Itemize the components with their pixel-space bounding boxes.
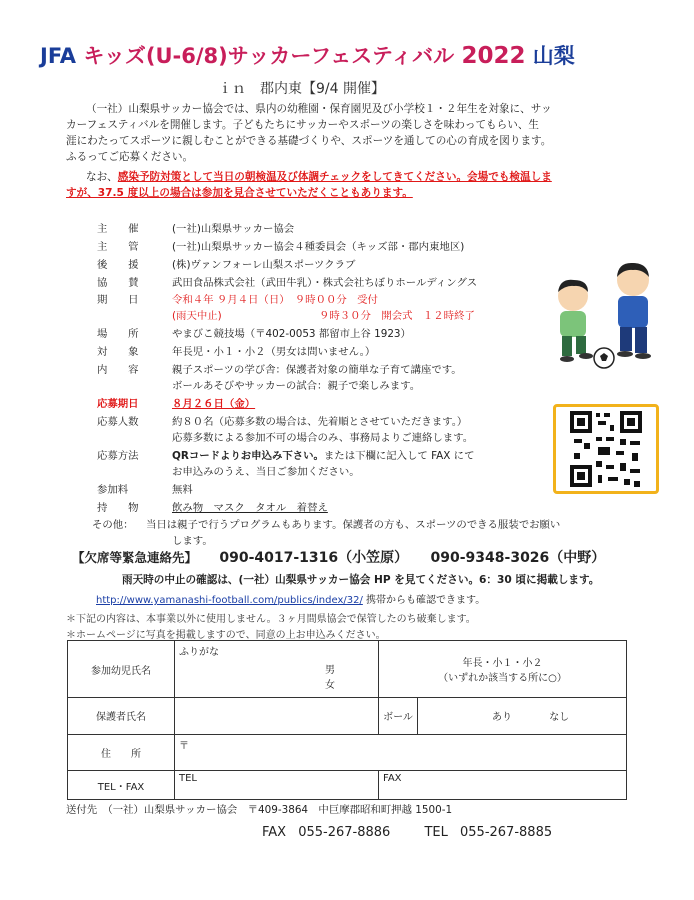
title-prefecture: 山梨 xyxy=(532,44,575,68)
content-value-2: ボールあそびやサッカーの試合：親子で楽しみます。 xyxy=(172,380,421,392)
count-label: 応募人数 xyxy=(97,416,139,428)
emergency-contact xyxy=(72,547,605,567)
boy-left-shirt xyxy=(560,311,586,337)
notice-red-2: すが、37.5 度以上の場合は参加を見合させていただくこともあります。 xyxy=(66,187,413,199)
support-value: (株)ヴァンフォーレ山梨スポーツクラブ xyxy=(172,259,356,271)
address-field[interactable] xyxy=(175,734,627,771)
place-value: やまびこ競技場（〒402-0053 都留市上谷 1923） xyxy=(172,328,411,340)
contact-phone-2: 090-9348-3026（中野） xyxy=(430,550,606,566)
furigana-label: ふりがな xyxy=(179,647,219,658)
date-label: 期 日 xyxy=(97,294,139,306)
ball-no-option[interactable]: なし xyxy=(549,712,570,724)
intro-line-4: ふるってご応募ください。 xyxy=(66,151,194,163)
fax-tel-line xyxy=(262,825,552,840)
rain-cancel: (雨天中止) xyxy=(172,310,222,322)
fax-line-label: FAX xyxy=(262,825,287,840)
count-value-1: 約８０名（応募多数の場合は、先着順とさせていただきます。） xyxy=(172,416,468,428)
bring-label: 持 物 xyxy=(97,502,139,514)
target-value: 年長児・小１・小２（男女は問いません。） xyxy=(172,346,376,358)
privacy-note: ＊下記の内容は、本事業以外に使用しません。３ヶ月間県協会で保管したのち破棄します。 xyxy=(66,614,476,625)
method-label: 応募方法 xyxy=(97,450,139,462)
title-main: キッズ(U-6/8)サッカーフェスティバル xyxy=(83,44,455,68)
application-form xyxy=(67,640,627,800)
photo-note: ＊ホームページに写真を掲載しますので、同意の上お申込みください。 xyxy=(66,630,386,641)
url-note: 携帯からも確認できます。 xyxy=(366,595,486,606)
place-label: 場 所 xyxy=(97,328,139,340)
notice-line-1 xyxy=(86,170,552,186)
guardian-name-field[interactable] xyxy=(175,698,379,735)
fax-field[interactable] xyxy=(379,771,627,800)
grade-note: （いずれか該当する所に○） xyxy=(438,673,567,685)
ball-yes-option[interactable]: あり xyxy=(492,712,512,724)
boy-right-shirt xyxy=(618,296,648,328)
target-label: 対 象 xyxy=(97,346,139,358)
guardian-name-label: 保護者氏名 xyxy=(68,698,175,735)
intro-line-1: （一社）山梨県サッカー協会では、県内の幼稚園・保育園児及び小学校１・２年生を対象に、サッ xyxy=(86,103,552,115)
tel-number: 055-267-8885 xyxy=(460,825,553,840)
content-label: 内 容 xyxy=(97,364,139,376)
notice-prefix: なお、 xyxy=(86,171,118,183)
method-fax: または下欄に記入して FAX にて xyxy=(323,450,475,462)
url-line xyxy=(96,591,485,606)
telfax-label: TEL・FAX xyxy=(68,771,175,800)
intro-line-2: カーフェスティバルを開催します。子どもたちにサッカーやスポーツの楽しさを味わってもらい、生 xyxy=(66,119,540,131)
other-label: その他： xyxy=(92,519,134,531)
fax-label: FAX xyxy=(383,773,402,785)
child-name-field[interactable] xyxy=(175,641,379,698)
title-jfa: JFA xyxy=(40,44,77,68)
fee-label: 参加料 xyxy=(97,484,129,496)
female-option[interactable]: 女 xyxy=(325,680,335,691)
fee-value: 無料 xyxy=(172,484,193,496)
other-value-2: します。 xyxy=(172,535,213,547)
manager-label: 主 管 xyxy=(97,241,139,253)
address-label: 住 所 xyxy=(68,734,175,771)
page-title xyxy=(40,40,680,70)
method-value-2: お申込みのうえ、当日ご参加ください。 xyxy=(172,466,360,478)
manager-value: (一社)山梨県サッカー協会４種委員会（キッズ部・郡内東地区) xyxy=(172,241,465,253)
tel-label: TEL xyxy=(179,773,197,785)
date-value-2: ９時３０分 開会式 １２時終了 xyxy=(319,310,475,322)
date-value-1: 令和４年 ９月４日（日） ９時００分 受付 xyxy=(172,294,378,306)
grade-options: 年長・小１・小２ xyxy=(462,658,543,670)
contact-phone-1: 090-4017-1316（小笠原） xyxy=(219,550,409,566)
rain-notice: 雨天時の中止の確認は、(一社）山梨県サッカー協会 HP を見てください。6：30 頃に掲載します。 xyxy=(122,574,600,586)
organizer-label: 主 催 xyxy=(97,223,139,235)
fax-number: 055-267-8886 xyxy=(298,825,391,840)
ball-label: ボール xyxy=(379,698,418,735)
intro-line-3: 涯にわたってスポーツに親しむことができる基礎づくりや、スポーツを通しての心の育成を図ります。 xyxy=(66,135,552,147)
notice-red-1: 感染予防対策として当日の朝検温及び体調チェックをしてきてください。会場でも検温しま xyxy=(117,171,552,183)
notice-line-2 xyxy=(66,186,413,202)
tel-field[interactable] xyxy=(175,771,379,800)
title-year: 2022 xyxy=(461,43,526,69)
male-option[interactable]: 男 xyxy=(325,665,335,676)
count-value-2: 応募多数による参加不可の場合のみ、事務局よりご連絡します。 xyxy=(172,432,474,444)
other-value-1: 当日は親子で行うプログラムもあります。保護者の方も、スポーツのできる服装でお願い xyxy=(146,519,561,531)
method-value-1 xyxy=(172,449,474,464)
sponsor-label: 協 賛 xyxy=(97,277,139,289)
ball-field[interactable] xyxy=(418,698,627,735)
sponsor-value: 武田食品株式会社（武田牛乳）・株式会社ちぼりホールディングス xyxy=(172,277,478,289)
deadline-label: 応募期日 xyxy=(97,398,139,410)
qr-code[interactable] xyxy=(553,404,659,494)
content-value-1: 親子スポーツの学び舎：保護者対象の簡単な子育て講座です。 xyxy=(172,364,462,376)
qr-code-icon xyxy=(556,407,656,491)
deadline-value: ８月２６日（金） xyxy=(172,398,256,410)
kids-soccer-illustration xyxy=(530,258,665,373)
organizer-value: (一社)山梨県サッカー協会 xyxy=(172,223,295,235)
support-label: 後 援 xyxy=(97,259,139,271)
grade-field[interactable] xyxy=(379,641,627,698)
child-name-label: 参加幼児氏名 xyxy=(68,641,175,698)
tel-line-label: TEL xyxy=(424,825,448,840)
postal-mark: 〒 xyxy=(179,740,189,752)
subtitle: ｉｎ 郡内東【9/4 開催】 xyxy=(218,81,385,97)
send-to-address: 送付先 （一社）山梨県サッカー協会 〒409-3864 中巨摩郡昭和町押越 1500-1 xyxy=(66,804,453,816)
bring-value: 飲み物 マスク タオル 着替え xyxy=(172,502,328,514)
contact-label: 【欠席等緊急連絡先】 xyxy=(72,550,198,565)
method-qr: QRコードよりお申込み下さい。 xyxy=(172,450,324,462)
association-url-link[interactable]: http://www.yamanashi-football.com/publics/index/32/ xyxy=(96,595,363,606)
